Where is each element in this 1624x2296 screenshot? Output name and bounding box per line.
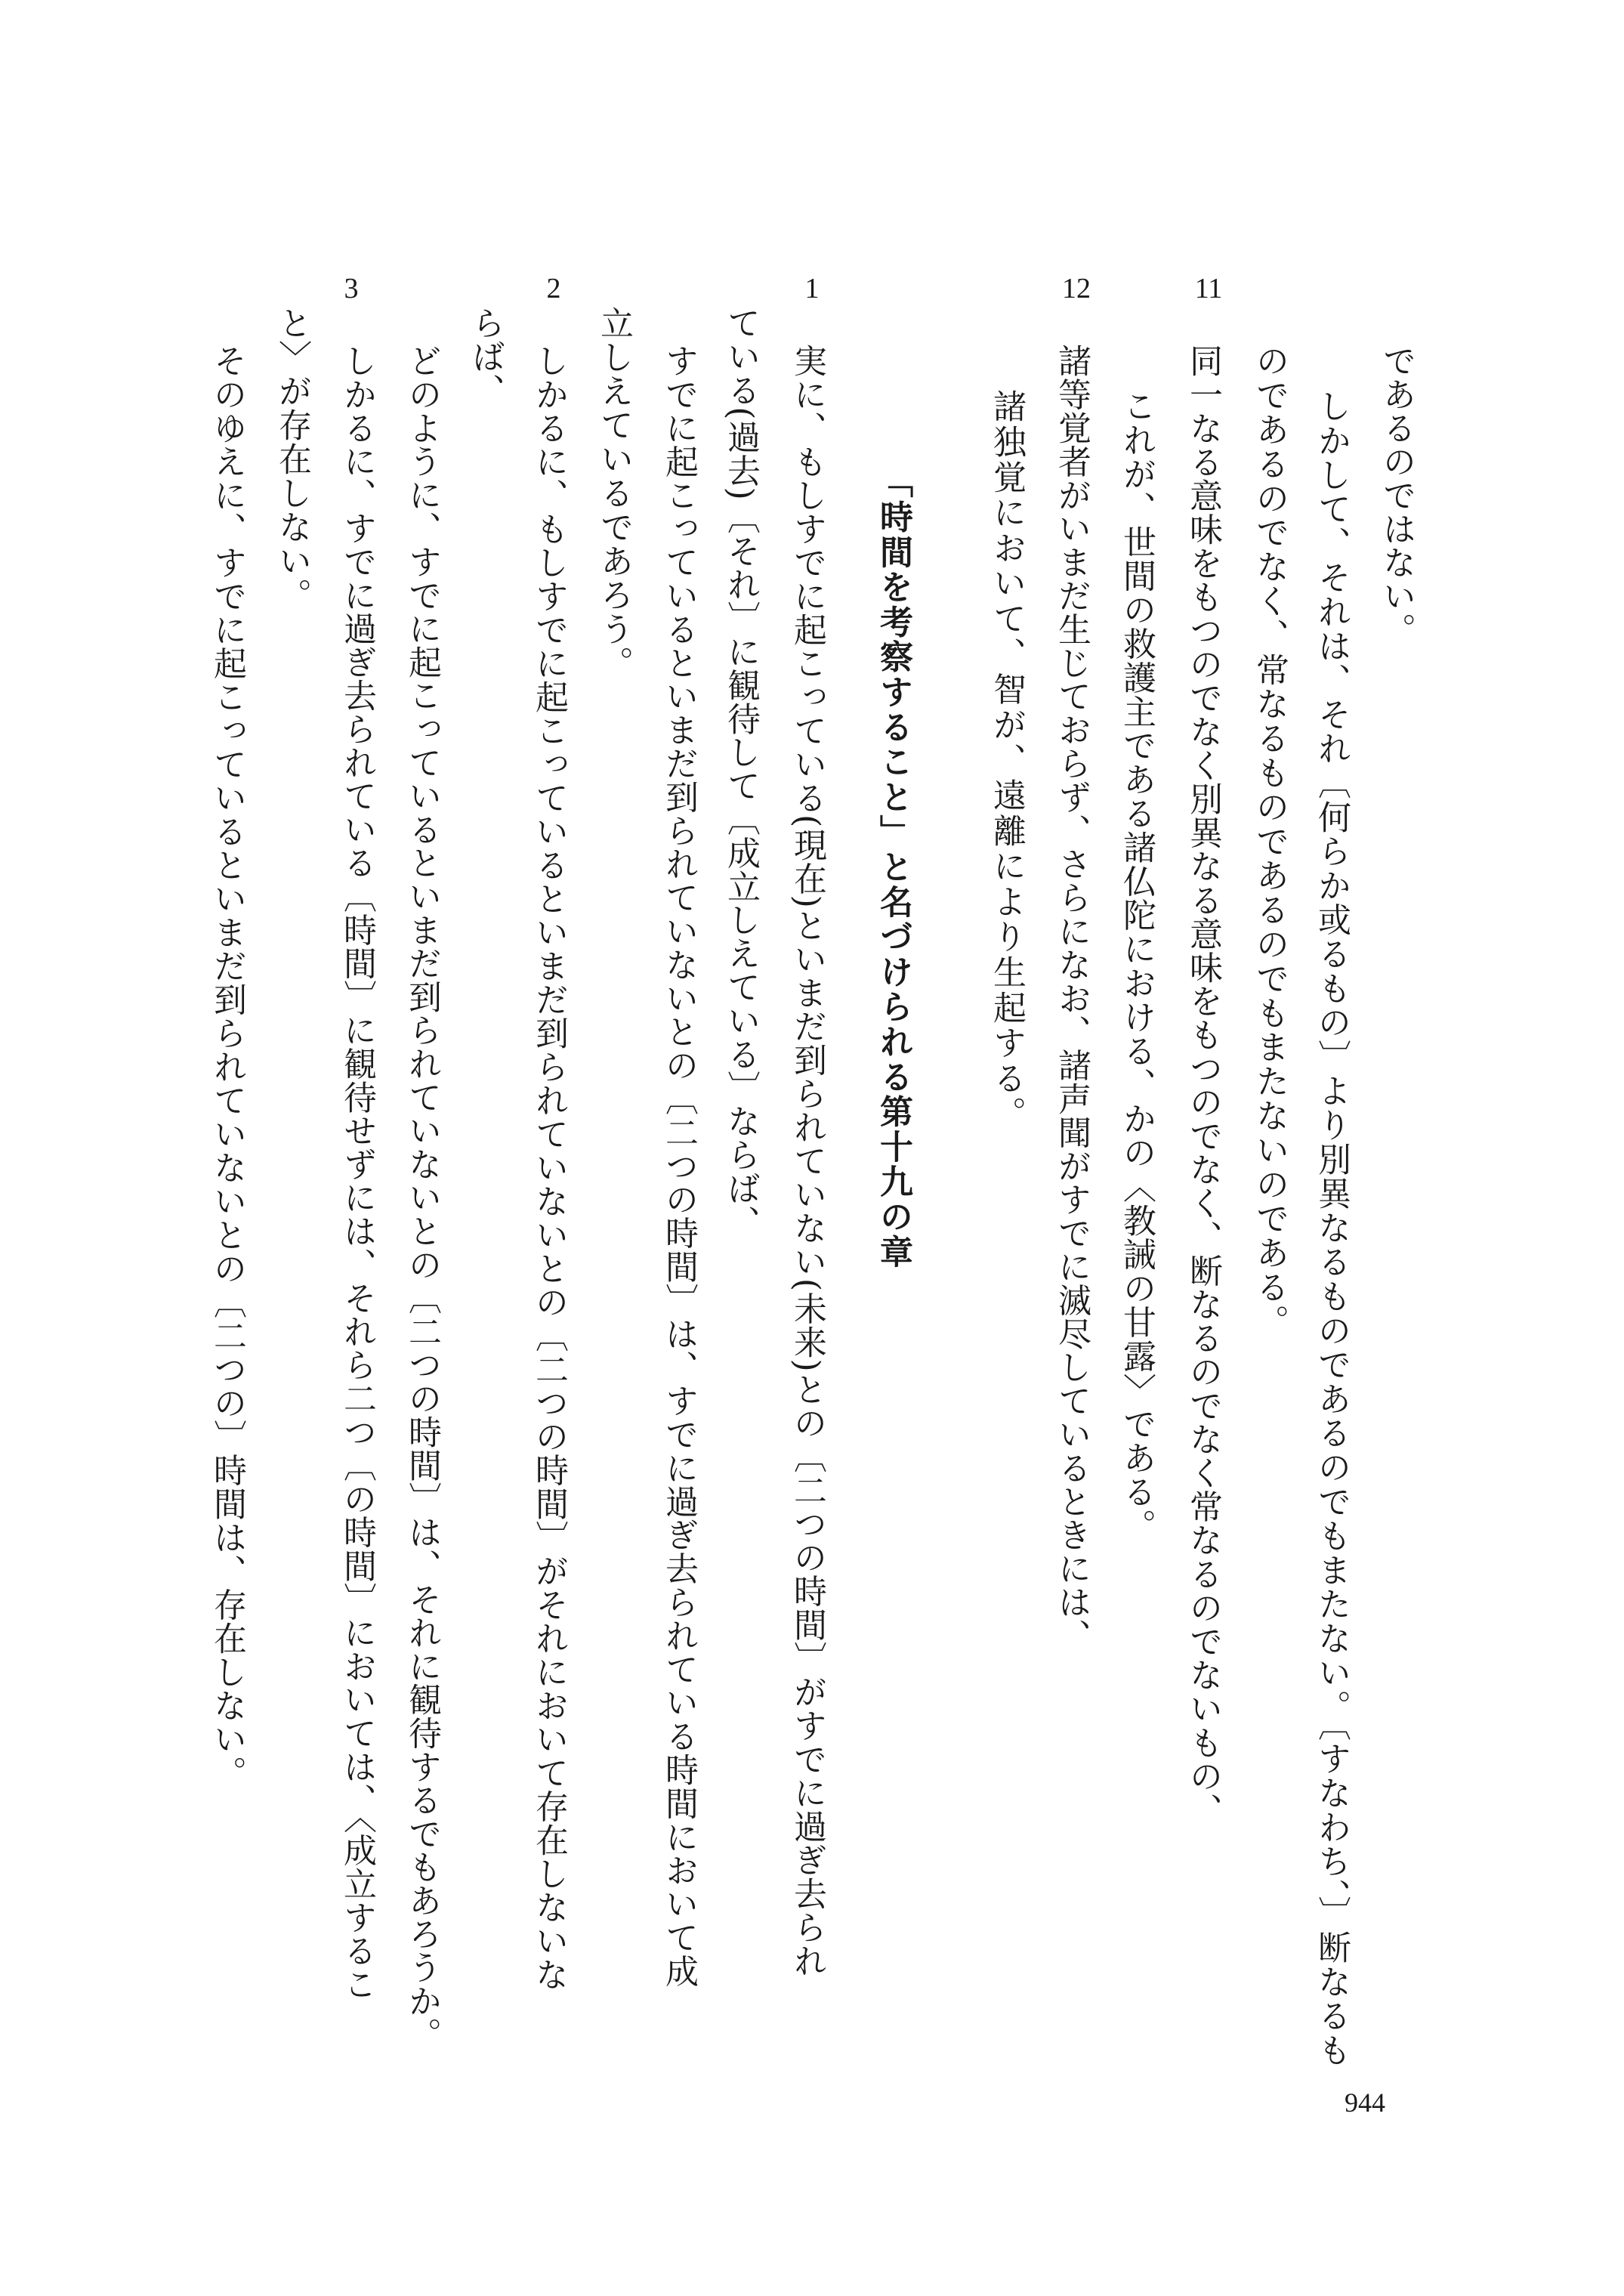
chapter-heading: 「時間を考察すること」と名づけられる第十九の章 xyxy=(874,465,912,1269)
text-line-14: らば、 xyxy=(466,306,505,407)
text-line-18: そのゆえに、すでに起こっているといまだ到られていないとの〔二つの〕時間は、存在しない。 xyxy=(208,344,246,1790)
text-line-1: であるのではない。 xyxy=(1377,344,1416,647)
page-number: 944 xyxy=(1345,2087,1385,2118)
text-line-5: これが、世間の救護主である諸仏陀における、かの〈教誡の甘露〉である。 xyxy=(1117,389,1156,1543)
text-line-2: しかして、それは、それ〔何らか或るもの〕より別異なるものであるのでもまたない。〔すなわち、〕断なるも xyxy=(1312,389,1351,2067)
text-line-15: どのように、すでに起こっているといまだ到られていないとの〔二つの時間〕は、それに観待するでもあろうか。 xyxy=(403,344,441,2051)
verse-number-12: 12 xyxy=(1062,273,1091,304)
text-line-9: 実に、もしすでに起こっている(現在)といまだ到られていない(未来)との〔二つの時間〕がすでに過ぎ去られ xyxy=(788,344,826,1978)
text-line-4: 同一なる意味をもつのでなく別異なる意味をもつのでなく、断なるのでなく常なるのでないもの、 xyxy=(1184,344,1222,1827)
text-line-6: 諸等覚者がいまだ生じておらず、さらになお、諸声聞がすでに滅尽しているときには、 xyxy=(1052,344,1091,1652)
text-line-17: と〉が存在しない。 xyxy=(273,306,311,612)
verse-number-1: 1 xyxy=(804,273,820,304)
text-line-11: すでに起こっているといまだ到られていないとの〔二つの時間〕は、すでに過ぎ去られている時間において成 xyxy=(659,344,698,1988)
text-line-13: しかるに、もしすでに起こっているといまだ到られていないとの〔二つの時間〕がそれにおいて存在しないな xyxy=(529,344,568,1992)
text-line-7: 諸独覚において、智が、遠離により生起する。 xyxy=(987,389,1026,1132)
text-line-10: ている(過去)〔それ〕に観待して〔成立しえている〕ならば、 xyxy=(721,306,760,1238)
verse-number-11: 11 xyxy=(1194,273,1223,304)
text-line-3: のであるのでなく、常なるものであるのでもまたないのである。 xyxy=(1250,344,1289,1339)
verse-number-3: 3 xyxy=(344,273,359,304)
text-line-12: 立しえているであろう。 xyxy=(594,306,633,680)
text-line-16: しかるに、すでに過ぎ去られている〔時間〕に観待せずには、それら二つ〔の時間〕においては、〈成立するこ xyxy=(338,344,376,2001)
verse-number-2: 2 xyxy=(546,273,561,304)
